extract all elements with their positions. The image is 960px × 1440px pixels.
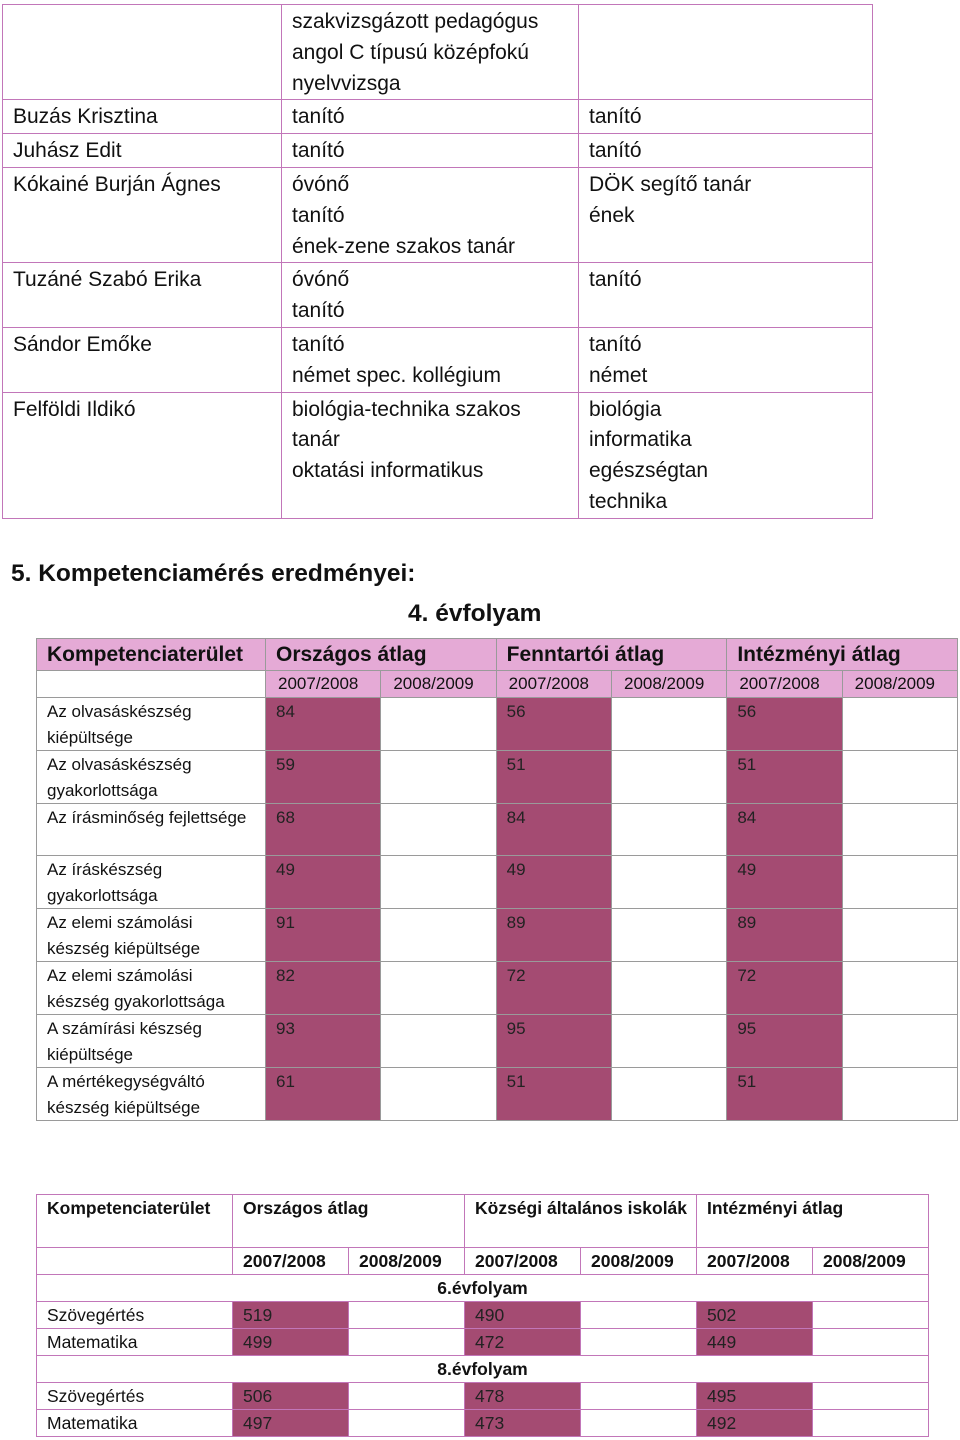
score-cell: 497 bbox=[233, 1409, 349, 1436]
empty-score-cell bbox=[842, 804, 957, 856]
staff-qualification-cell bbox=[282, 392, 579, 518]
staff-qualification: tanító bbox=[292, 332, 345, 356]
header-village-schools: Községi általános iskolák bbox=[465, 1195, 697, 1248]
header-institution-average: Intézményi átlag bbox=[697, 1195, 929, 1248]
empty-score-cell bbox=[842, 856, 957, 909]
year-header-blank bbox=[37, 1247, 233, 1274]
staff-role-cell bbox=[579, 263, 873, 328]
empty-score-cell bbox=[842, 909, 957, 962]
empty-score-cell bbox=[611, 856, 726, 909]
year-header: 2008/2009 bbox=[611, 671, 726, 698]
staff-qualification: ének-zene szakos tanár bbox=[292, 234, 515, 258]
staff-role: tanító bbox=[589, 105, 642, 129]
competence-label: Az íráskészség gyakorlottsága bbox=[37, 856, 266, 909]
staff-qualification-cell bbox=[282, 5, 579, 100]
competence-label: Az írásminőség fejlettsége bbox=[37, 804, 266, 856]
year-header: 2008/2009 bbox=[349, 1247, 465, 1274]
empty-score-cell bbox=[611, 909, 726, 962]
year-header: 2008/2009 bbox=[581, 1247, 697, 1274]
score-cell: 472 bbox=[465, 1328, 581, 1355]
empty-score-cell bbox=[581, 1409, 697, 1436]
empty-score-cell bbox=[842, 751, 957, 804]
staff-role: egészségtan bbox=[589, 459, 709, 483]
year-header: 2007/2008 bbox=[727, 671, 842, 698]
score-cell: 56 bbox=[496, 698, 611, 751]
staff-role: tanító bbox=[589, 139, 642, 163]
staff-qualification: tanító bbox=[292, 299, 345, 323]
staff-role-cell bbox=[579, 5, 873, 100]
score-cell: 519 bbox=[233, 1301, 349, 1328]
score-cell: 502 bbox=[697, 1301, 813, 1328]
empty-score-cell bbox=[611, 698, 726, 751]
table-year-row bbox=[37, 1247, 929, 1274]
table-row bbox=[37, 804, 958, 856]
score-cell: 49 bbox=[266, 856, 381, 909]
staff-qualification: szakvizsgázott pedagógus bbox=[292, 10, 539, 33]
staff-qualification: tanító bbox=[292, 139, 345, 163]
grade4-competence-table bbox=[36, 638, 958, 1121]
staff-row bbox=[3, 327, 873, 392]
staff-name: Sándor Emőke bbox=[13, 332, 152, 356]
staff-qualification: oktatási informatikus bbox=[292, 459, 484, 483]
score-cell: 495 bbox=[697, 1382, 813, 1409]
year-header: 2007/2008 bbox=[465, 1247, 581, 1274]
empty-score-cell bbox=[611, 751, 726, 804]
score-cell: 490 bbox=[465, 1301, 581, 1328]
subject-label: Szövegértés bbox=[37, 1301, 233, 1328]
year-header: 2007/2008 bbox=[233, 1247, 349, 1274]
score-cell: 91 bbox=[266, 909, 381, 962]
section-heading: 5. Kompetenciamérés eredményei: bbox=[11, 560, 416, 587]
header-national-average: Országos átlag bbox=[266, 639, 497, 671]
header-competence-area: Kompetenciaterület bbox=[37, 639, 266, 671]
empty-score-cell bbox=[581, 1301, 697, 1328]
staff-qualification-cell bbox=[282, 167, 579, 262]
score-cell: 49 bbox=[496, 856, 611, 909]
staff-role-cell bbox=[579, 392, 873, 518]
subject-label: Matematika bbox=[37, 1409, 233, 1436]
results-table-body bbox=[37, 1195, 929, 1437]
staff-name-cell bbox=[3, 134, 282, 168]
staff-role-cell bbox=[579, 327, 873, 392]
score-cell: 478 bbox=[465, 1382, 581, 1409]
table-header-row bbox=[37, 639, 958, 671]
score-cell: 51 bbox=[496, 1068, 611, 1121]
grade4-table-body bbox=[37, 698, 958, 1121]
empty-score-cell bbox=[813, 1409, 929, 1436]
staff-qualification: tanár bbox=[292, 428, 340, 452]
score-cell: 56 bbox=[727, 698, 842, 751]
competence-label: Az olvasáskészség kiépültsége bbox=[37, 698, 266, 751]
score-cell: 49 bbox=[727, 856, 842, 909]
staff-table bbox=[2, 4, 873, 519]
staff-role: német bbox=[589, 363, 648, 387]
staff-name-cell bbox=[3, 167, 282, 262]
staff-qualification: nyelvvizsga bbox=[292, 71, 401, 95]
table-row bbox=[37, 962, 958, 1015]
staff-name-cell bbox=[3, 100, 282, 134]
empty-score-cell bbox=[581, 1328, 697, 1355]
empty-score-cell bbox=[381, 909, 496, 962]
competence-label: A mértékegységváltó készség kiépültsége bbox=[37, 1068, 266, 1121]
staff-table-body bbox=[3, 5, 873, 519]
staff-qualification: német spec. kollégium bbox=[292, 363, 501, 387]
score-cell: 84 bbox=[266, 698, 381, 751]
staff-role: technika bbox=[589, 489, 668, 513]
staff-row bbox=[3, 392, 873, 518]
score-cell: 84 bbox=[727, 804, 842, 856]
empty-score-cell bbox=[381, 962, 496, 1015]
staff-name-cell bbox=[3, 263, 282, 328]
empty-score-cell bbox=[813, 1328, 929, 1355]
score-cell: 84 bbox=[496, 804, 611, 856]
staff-row bbox=[3, 167, 873, 262]
table-row bbox=[37, 1328, 929, 1355]
header-national-average: Országos átlag bbox=[233, 1195, 465, 1248]
staff-role: tanító bbox=[589, 332, 642, 356]
year-header: 2007/2008 bbox=[266, 671, 381, 698]
table-row bbox=[37, 1015, 958, 1068]
staff-name-cell bbox=[3, 5, 282, 100]
staff-qualification: biológia-technika szakos bbox=[292, 397, 521, 421]
staff-row bbox=[3, 134, 873, 168]
staff-qualification-cell bbox=[282, 100, 579, 134]
staff-role: informatika bbox=[589, 428, 692, 452]
staff-row bbox=[3, 263, 873, 328]
year-header: 2008/2009 bbox=[381, 671, 496, 698]
staff-qualification: óvónő bbox=[292, 268, 350, 292]
table-row bbox=[37, 909, 958, 962]
staff-name: Buzás Krisztina bbox=[13, 105, 158, 129]
staff-role: biológia bbox=[589, 397, 662, 421]
staff-qualification: óvónő bbox=[292, 172, 350, 196]
header-maintainer-average: Fenntartói átlag bbox=[496, 639, 727, 671]
staff-name: Felföldi Ildikó bbox=[13, 397, 136, 421]
table-header-row bbox=[37, 1195, 929, 1248]
score-cell: 61 bbox=[266, 1068, 381, 1121]
subject-label: Matematika bbox=[37, 1328, 233, 1355]
staff-role-cell bbox=[579, 134, 873, 168]
staff-row bbox=[3, 5, 873, 100]
empty-score-cell bbox=[611, 1068, 726, 1121]
empty-score-cell bbox=[842, 962, 957, 1015]
score-cell: 473 bbox=[465, 1409, 581, 1436]
year-header: 2007/2008 bbox=[697, 1247, 813, 1274]
empty-score-cell bbox=[381, 751, 496, 804]
table-row bbox=[37, 856, 958, 909]
score-cell: 72 bbox=[727, 962, 842, 1015]
competence-label: A számírási készség kiépültsége bbox=[37, 1015, 266, 1068]
empty-score-cell bbox=[381, 1015, 496, 1068]
staff-name-cell bbox=[3, 392, 282, 518]
staff-row bbox=[3, 100, 873, 134]
empty-score-cell bbox=[349, 1409, 465, 1436]
score-cell: 449 bbox=[697, 1328, 813, 1355]
empty-score-cell bbox=[381, 804, 496, 856]
competence-label: Az elemi számolási készség gyakorlottsága bbox=[37, 962, 266, 1015]
table-year-row bbox=[37, 671, 958, 698]
grade-row bbox=[37, 1355, 929, 1382]
staff-qualification-cell bbox=[282, 263, 579, 328]
empty-score-cell bbox=[813, 1301, 929, 1328]
year-header: 2008/2009 bbox=[842, 671, 957, 698]
staff-role-cell bbox=[579, 100, 873, 134]
staff-role-cell bbox=[579, 167, 873, 262]
score-cell: 51 bbox=[727, 1068, 842, 1121]
empty-score-cell bbox=[813, 1382, 929, 1409]
grade6-8-results-table bbox=[36, 1194, 929, 1437]
score-cell: 499 bbox=[233, 1328, 349, 1355]
staff-role: tanító bbox=[589, 268, 642, 292]
empty-score-cell bbox=[611, 962, 726, 1015]
table-row bbox=[37, 1382, 929, 1409]
empty-score-cell bbox=[381, 698, 496, 751]
staff-qualification-cell bbox=[282, 134, 579, 168]
empty-score-cell bbox=[611, 804, 726, 856]
score-cell: 82 bbox=[266, 962, 381, 1015]
staff-name: Tuzáné Szabó Erika bbox=[13, 268, 202, 292]
year-header: 2008/2009 bbox=[813, 1247, 929, 1274]
table-row bbox=[37, 1409, 929, 1436]
empty-score-cell bbox=[842, 1015, 957, 1068]
year-header: 2007/2008 bbox=[496, 671, 611, 698]
score-cell: 89 bbox=[496, 909, 611, 962]
staff-name: Juhász Edit bbox=[13, 139, 122, 163]
grade-row bbox=[37, 1274, 929, 1301]
score-cell: 95 bbox=[727, 1015, 842, 1068]
competence-label: Az olvasáskészség gyakorlottsága bbox=[37, 751, 266, 804]
staff-qualification: angol C típusú középfokú bbox=[292, 40, 529, 64]
score-cell: 492 bbox=[697, 1409, 813, 1436]
staff-role: ének bbox=[589, 203, 635, 227]
score-cell: 72 bbox=[496, 962, 611, 1015]
empty-score-cell bbox=[842, 1068, 957, 1121]
score-cell: 59 bbox=[266, 751, 381, 804]
score-cell: 89 bbox=[727, 909, 842, 962]
staff-role: DÖK segítő tanár bbox=[589, 172, 752, 196]
competence-label: Az elemi számolási készség kiépültsége bbox=[37, 909, 266, 962]
empty-score-cell bbox=[381, 856, 496, 909]
table-row bbox=[37, 1301, 929, 1328]
empty-score-cell bbox=[842, 698, 957, 751]
score-cell: 68 bbox=[266, 804, 381, 856]
score-cell: 506 bbox=[233, 1382, 349, 1409]
empty-score-cell bbox=[349, 1328, 465, 1355]
year-header-blank bbox=[37, 671, 266, 698]
empty-score-cell bbox=[349, 1301, 465, 1328]
table-row bbox=[37, 751, 958, 804]
score-cell: 95 bbox=[496, 1015, 611, 1068]
score-cell: 51 bbox=[727, 751, 842, 804]
score-cell: 93 bbox=[266, 1015, 381, 1068]
table-row bbox=[37, 1068, 958, 1121]
staff-name: Kókainé Burján Ágnes bbox=[13, 172, 221, 196]
staff-qualification: tanító bbox=[292, 203, 345, 227]
score-cell: 51 bbox=[496, 751, 611, 804]
subject-label: Szövegértés bbox=[37, 1382, 233, 1409]
staff-name-cell bbox=[3, 327, 282, 392]
grade-label: 6.évfolyam bbox=[37, 1274, 929, 1301]
grade-4-heading: 4. évfolyam bbox=[408, 600, 542, 627]
header-institution-average: Intézményi átlag bbox=[727, 639, 958, 671]
header-competence-area: Kompetenciaterület bbox=[37, 1195, 233, 1248]
staff-qualification-cell bbox=[282, 327, 579, 392]
empty-score-cell bbox=[611, 1015, 726, 1068]
empty-score-cell bbox=[349, 1382, 465, 1409]
empty-score-cell bbox=[381, 1068, 496, 1121]
table-row bbox=[37, 698, 958, 751]
grade-label: 8.évfolyam bbox=[37, 1355, 929, 1382]
staff-qualification: tanító bbox=[292, 105, 345, 129]
empty-score-cell bbox=[581, 1382, 697, 1409]
